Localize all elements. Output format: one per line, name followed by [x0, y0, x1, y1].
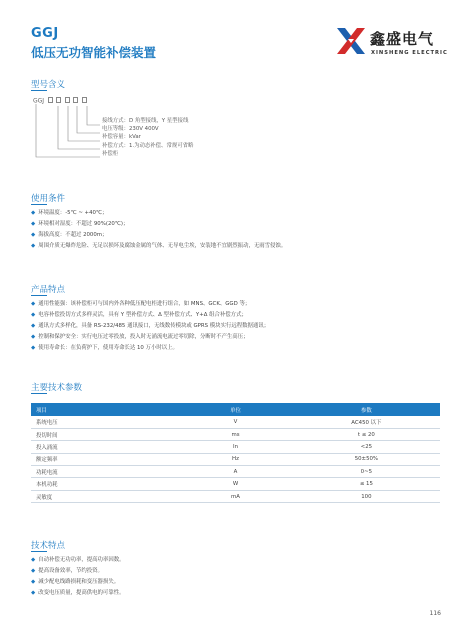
table-cell: W: [178, 478, 293, 490]
list-item: ◆ 自动补偿无功功率，提高功率因数。: [31, 557, 125, 563]
xinsheng-logo-icon: [336, 27, 366, 55]
table-row: [31, 428, 440, 440]
section-underline: [31, 393, 47, 394]
table-cell: 0~5: [293, 466, 440, 478]
model-line: 补偿容量：kVar: [102, 134, 141, 141]
table-header-row: [31, 403, 440, 416]
list-item: ◆ 周围介质无爆炸危险、无足以损坏及腐蚀金属的气体、无导电尘埃，安装地不宜剧烈振动，无雨雪侵蚀。: [31, 243, 287, 249]
table-cell: A: [178, 466, 293, 478]
logo-chinese-name: 鑫盛电气: [370, 30, 435, 48]
logo-english-name: XINSHENG ELECTRIC: [371, 50, 448, 56]
table-cell: 投切时间: [31, 428, 178, 440]
page-number: 116: [429, 610, 441, 617]
features-list: [31, 299, 451, 354]
table-cell: 本机功耗: [31, 478, 178, 490]
table-cell: t ≤ 20: [293, 428, 440, 440]
section-title-tech: 技术特点: [31, 541, 66, 551]
model-line: 电压等级：230V 400V: [102, 126, 159, 133]
conditions-list: [31, 208, 451, 252]
table-row: [31, 453, 440, 465]
bullet-diamond-icon: ◆: [31, 232, 36, 238]
table-row: [31, 416, 440, 428]
table-row: [31, 478, 440, 490]
section-title-conditions: 使用条件: [31, 194, 66, 204]
table-cell: ≤ 15: [293, 478, 440, 490]
table-cell: AC450 以下: [293, 416, 440, 428]
table-cell: ms: [178, 428, 293, 440]
section-title-params: 主要技术参数: [31, 383, 83, 393]
section-underline: [31, 551, 47, 552]
table-cell: 灵敏度: [31, 490, 178, 502]
params-table: [31, 403, 440, 503]
bullet-diamond-icon: ◆: [31, 568, 36, 574]
product-title: 低压无功智能补偿装置: [31, 45, 157, 60]
column-header: 项目: [31, 403, 178, 416]
table-cell: mA: [178, 490, 293, 502]
bullet-diamond-icon: ◆: [31, 221, 36, 227]
table-cell: 50±50%: [293, 453, 440, 465]
table-cell: 投入涌流: [31, 441, 178, 453]
list-item: ◆ 控制和保护安全：实行电压过零投放，投入时无涌流电流过零切除，分断时不产生高压；: [31, 334, 249, 340]
list-item: ◆ 使用寿命长：在负荷护下，使用寿命长达 10 万小时以上。: [31, 345, 178, 351]
model-bracket-lines: [30, 97, 105, 162]
model-line: 补偿方式：1.为动态补偿、常规可省略: [102, 142, 194, 149]
section-underline: [31, 204, 47, 205]
table-cell: 功耗电流: [31, 466, 178, 478]
bullet-diamond-icon: ◆: [31, 210, 36, 216]
list-item: ◆ 电容补偿投切方式多样灵活，具有 Y 型补偿方式、Δ 型补偿方式、Y+Δ 组合补偿方式；: [31, 312, 247, 318]
bullet-diamond-icon: ◆: [31, 334, 36, 340]
table-cell: Hz: [178, 453, 293, 465]
brand-logo: [336, 24, 448, 62]
bullet-diamond-icon: ◆: [31, 243, 36, 249]
section-underline: [31, 295, 47, 296]
section-title-model-meaning: 型号含义: [31, 80, 66, 90]
table-cell: V: [178, 416, 293, 428]
section-underline: [31, 90, 47, 91]
bullet-diamond-icon: ◆: [31, 579, 36, 585]
list-item: ◆ 减少配电线路损耗和变压器损失。: [31, 579, 120, 585]
table-cell: <25: [293, 441, 440, 453]
list-item: ◆ 改变电压质量，提高供电的可靠性。: [31, 590, 125, 596]
list-item: ◆ 环境相对湿度：不超过 90%(20℃)；: [31, 221, 129, 227]
table-cell: In: [178, 441, 293, 453]
table-row: [31, 490, 440, 502]
list-item: ◆ 通讯方式多样化，具备 RS-232/485 通讯接口，无线数传模块或 GPRS 模块实行远程数据通讯；: [31, 323, 270, 329]
table-row: [31, 441, 440, 453]
model-code-prefix: GGJ: [33, 97, 45, 105]
list-item: ◆ 提高设备效率，节约投资。: [31, 568, 103, 574]
bullet-diamond-icon: ◆: [31, 312, 36, 318]
model-line: 接线方式：D 角型接线，Y 星型接线: [102, 118, 189, 124]
bullet-diamond-icon: ◆: [31, 345, 36, 351]
table-cell: 额定频率: [31, 453, 178, 465]
table-cell: 100: [293, 490, 440, 502]
bullet-diamond-icon: ◆: [31, 557, 36, 563]
bullet-diamond-icon: ◆: [31, 590, 36, 596]
bullet-diamond-icon: ◆: [31, 301, 36, 307]
list-item: ◆ 海拔高度：不超过 2000m；: [31, 232, 108, 238]
section-title-features: 产品特点: [31, 285, 66, 295]
product-model: GGJ: [31, 26, 59, 41]
tech-list: [31, 555, 451, 599]
list-item: ◆ 通用性能强：该补偿柜可与国内外各种低压配电柜进行组合，如 MNS、GCK、GGD 等；: [31, 301, 251, 307]
list-item: ◆ 环境温度：-5℃ ~ +40℃；: [31, 210, 108, 216]
table-row: [31, 466, 440, 478]
column-header: 单位: [178, 403, 293, 416]
column-header: 参数: [293, 403, 440, 416]
table-cell: 系统电压: [31, 416, 178, 428]
model-meaning-list: [102, 117, 193, 158]
bullet-diamond-icon: ◆: [31, 323, 36, 329]
model-line: 补偿柜: [102, 150, 119, 157]
